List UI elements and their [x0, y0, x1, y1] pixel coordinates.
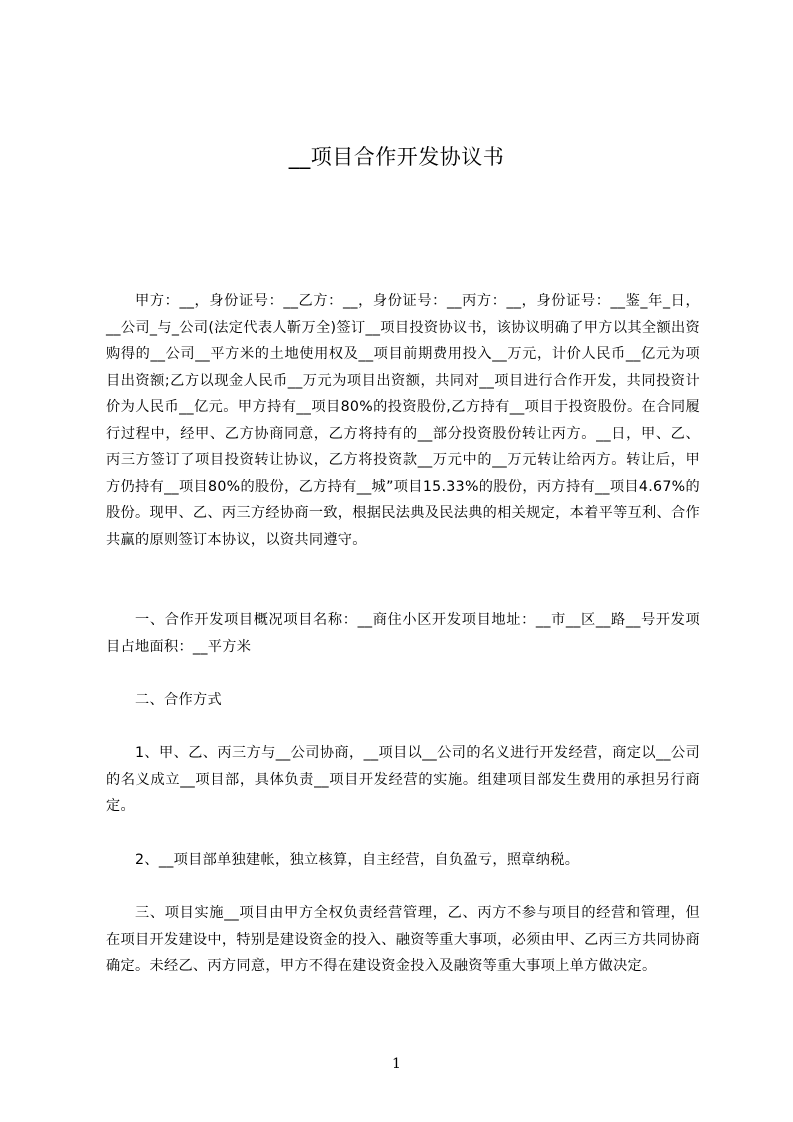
- project-implementation-paragraph: 三、项目实施__项目由甲方全权负责经营管理，乙、丙方不参与项目的经营和管理，但在项目开发建设中，特别是建设资金的投入、融资等重大事项，必须由甲、乙丙三方共同协商确定。未经乙、丙方同意，甲方不得在建设资金投入及融资等重大事项上单方做决定。: [106, 905, 700, 974]
- cooperation-clause-2: 2、__项目部单独建帐，独立核算，自主经营，自负盈亏，照章纳税。: [135, 852, 580, 868]
- preamble-paragraph: 甲方：__，身份证号：__乙方：__，身份证号：__丙方：__，身份证号：__鉴_年_日，__公司_与_公司(法定代表人靳万全)签订__项目投资协议书，该协议明确了甲方以其全额出资购得的__公司__平方米的土地使用权及__项目前期费用投入__万元，计价人民币__亿元为项目出资额;乙方以现金人民币__万元为项目出资额，共同对__项目进行合作开发，共同投资计价为人民币__亿元。甲方持有__项目80%的投资股份,乙方持有__项目于投资股份。在合同履行过程中，经甲、乙方协商同意，乙方将持有的__部分投资股份转让丙方。__日，甲、乙、丙三方签订了项目投资转让协议，乙方将投资款__万元中的__万元转让给丙方。转让后，甲方仍持有__项目80%的股份，乙方持有__城”项目15.33%的股份，丙方持有__项目4.67%的股份。现甲、乙、丙三方经协商一致，根据民法典及民法典的相关规定，本着平等互利、合作共赢的原则签订本协议，以资共同遵守。: [106, 293, 700, 548]
- cooperation-method-heading: 二、合作方式: [135, 692, 222, 708]
- project-overview-paragraph: 一、合作开发项目概况项目名称：__商住小区开发项目地址：__市__区__路__号开发项目占地面积：__平方米: [106, 612, 700, 655]
- cooperation-clause-1: 1、甲、乙、丙三方与__公司协商，__项目以__公司的名义进行开发经营，商定以__公司的名义成立__项目部，具体负责__项目开发经营的实施。组建项目部发生费用的承担另行商定。: [106, 745, 700, 814]
- page-number: 1: [392, 1056, 401, 1072]
- document-title: __项目合作开发协议书: [288, 145, 505, 169]
